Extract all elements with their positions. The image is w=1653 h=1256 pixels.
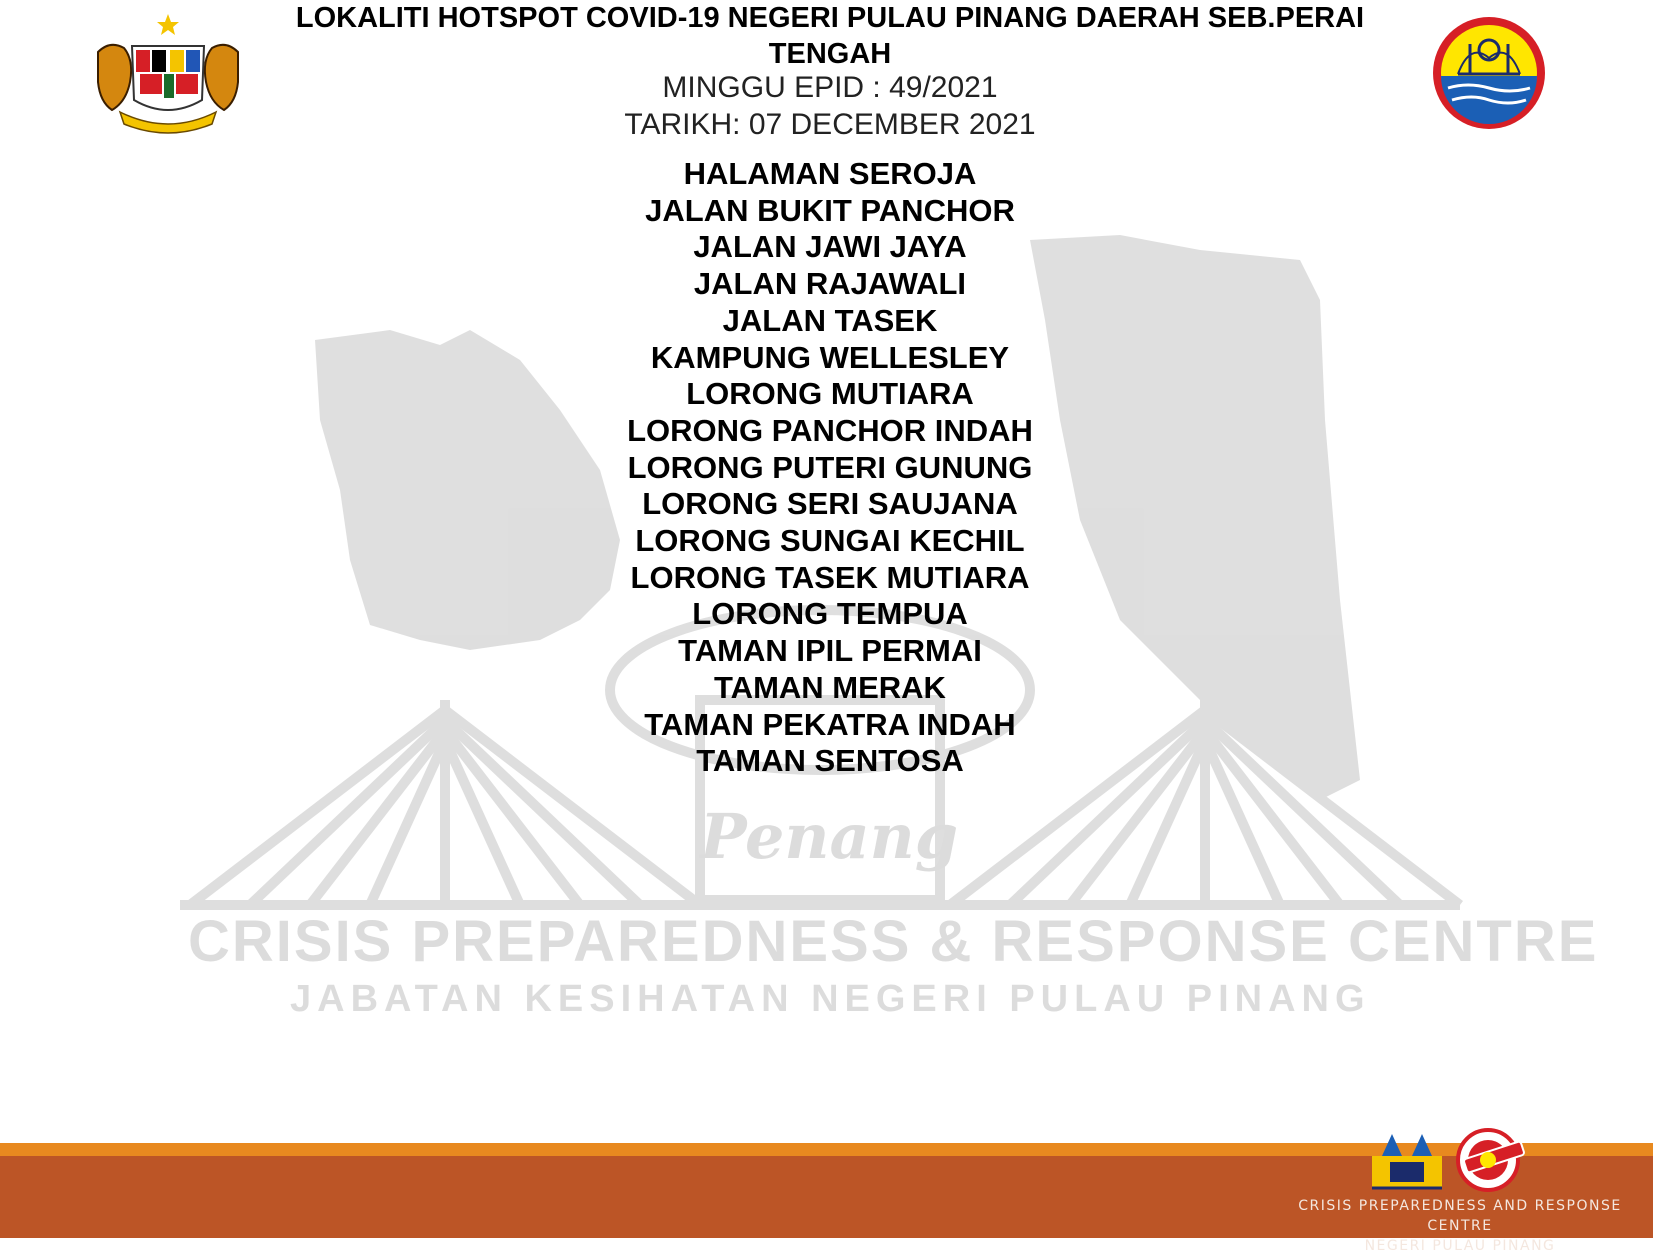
locality-item: LORONG SUNGAI KECHIL	[635, 523, 1025, 559]
locality-item: KAMPUNG WELLESLEY	[650, 339, 1010, 375]
locality-item: HALAMAN SEROJA	[683, 156, 977, 191]
locality-item: LORONG MUTIARA	[686, 376, 974, 412]
locality-item: LORONG PANCHOR INDAH	[627, 412, 1033, 448]
epid-week: MINGGU EPID : 49/2021	[662, 71, 998, 104]
page-title: LOKALITI HOTSPOT COVID-19 NEGERI PULAU PINANG DAERAH SEB.PERAI TENGAH	[295, 2, 1365, 70]
locality-item: TAMAN SENTOSA	[696, 743, 964, 779]
locality-item: JALAN JAWI JAYA	[693, 229, 967, 265]
report-date: TARIKH: 07 DECEMBER 2021	[624, 108, 1036, 141]
locality-item: LORONG TASEK MUTIARA	[630, 559, 1030, 595]
watermark-title: CRISIS PREPAREDNESS & RESPONSE CENTRE	[188, 909, 1599, 974]
locality-item: JALAN TASEK	[722, 302, 938, 338]
penang-health-emblem-icon	[1428, 14, 1550, 132]
locality-item: TAMAN IPIL PERMAI	[678, 633, 982, 669]
hotspot-locality-list	[480, 156, 1180, 780]
malaysia-coat-of-arms-icon	[90, 12, 246, 134]
footer-line-2: NEGERI PULAU PINANG	[1364, 1238, 1556, 1254]
cprc-and-covid-campaign-logos	[1368, 1128, 1538, 1196]
locality-item: LORONG TEMPUA	[692, 596, 968, 632]
footer-org-name	[1270, 1196, 1650, 1256]
watermark-subtitle: JABATAN KESIHATAN NEGERI PULAU PINANG	[290, 978, 1371, 1020]
locality-item: LORONG SERI SAUJANA	[642, 486, 1018, 522]
watermark-script-text: Penang	[700, 800, 959, 873]
locality-item: TAMAN PEKATRA INDAH	[644, 706, 1016, 742]
locality-item: LORONG PUTERI GUNUNG	[627, 449, 1033, 485]
locality-item: JALAN BUKIT PANCHOR	[645, 192, 1015, 228]
locality-item: TAMAN MERAK	[714, 669, 946, 705]
locality-item: JALAN RAJAWALI	[693, 266, 967, 302]
footer-line-1: CRISIS PREPAREDNESS AND RESPONSE CENTRE	[1298, 1198, 1622, 1234]
